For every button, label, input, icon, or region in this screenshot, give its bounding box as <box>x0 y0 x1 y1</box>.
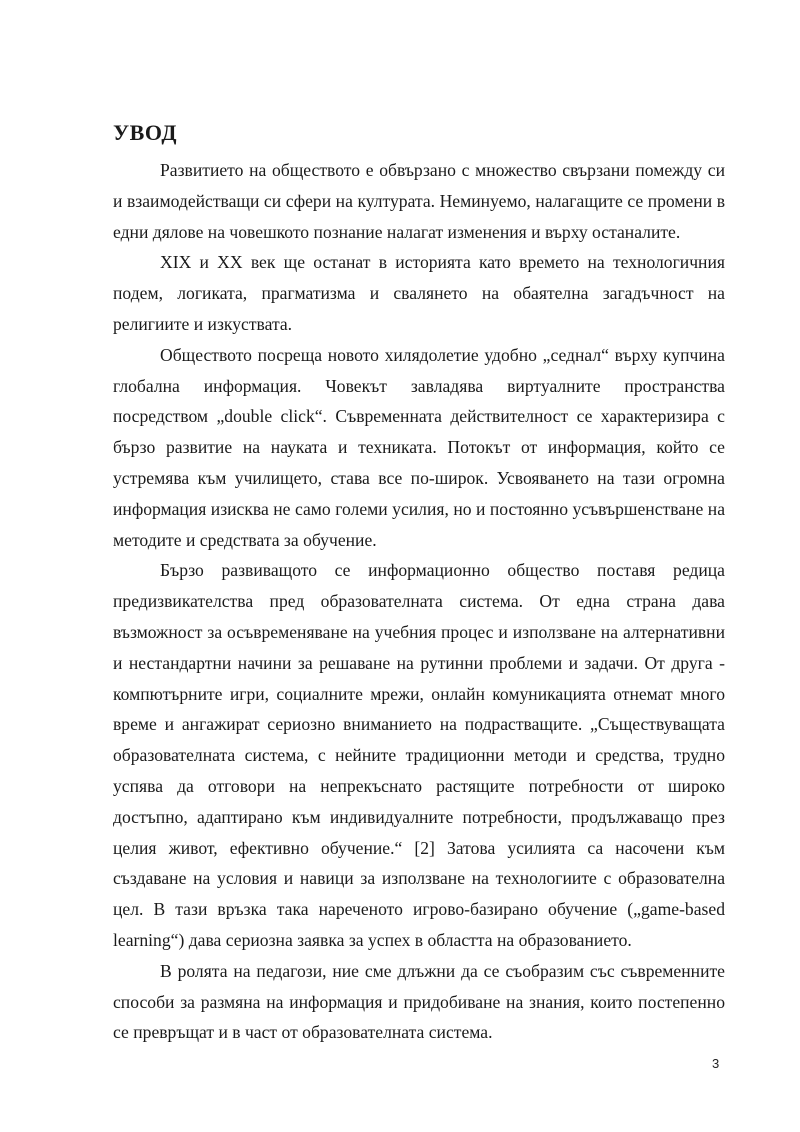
paragraph-1: Развитието на обществото е обвързано с множество свързани помежду си и взаимодействащи си сфери на културата. Неминуемо, налагащите се промени в едни дялове на човешкото познание налагат изменения и върху останалите. <box>113 160 725 242</box>
paragraph-2: XIX и XX век ще останат в историята като времето на технологичния подем, логиката, прагматизма и свалянето на обаятелна загадъчност на религиите и изкуствата. <box>113 252 725 334</box>
page-number: 3 <box>712 1056 720 1071</box>
paragraph-4: Бързо развиващото се информационно общество поставя редица предизвикателства пред образователната система. От една страна дава възможност за осъвременяване на учебния процес и използване на алтернативни и нестандартни начини за решаване на рутинни проблеми и задачи. От друга - компютърните игри, социалните мрежи, онлайн комуникацията отнемат много време и ангажират сериозно вниманието на подрастващите. „Съществуващата образователната система, с нейните традиционни методи и средства, трудно успява да отговори на непрекъснато растящите потребности от широко достъпно, адаптирано към индивидуалните потребности, продължаващо през целия живот, ефективно обучение.“ [2] Затова усилията са насочени към създаване на условия и навици за използване на технологиите с образователна цел. В тази връзка така нареченото игрово-базирано обучение („game-based learning“) дава сериозна заявка за успех в областта на образованието. <box>113 560 725 950</box>
section-heading: УВОД <box>113 120 177 145</box>
paragraph-3: Обществото посреща новото хилядолетие удобно „седнал“ върху купчина глобална информация. Човекът завладява виртуалните пространства посредством „double click“. Съвременната действителност се характеризира с бързо развитие на науката и техниката. Потокът от информация, който се устремява към училището, става все по-широк. Усвояването на тази огромна информация изисква не само големи усилия, но и постоянно усъвършенстване на методите и средствата за обучение. <box>113 344 725 550</box>
body-text <box>113 155 725 1048</box>
paragraph-5: В ролята на педагози, ние сме длъжни да се съобразим със съвременните способи за размяна на информация и придобиване на знания, които постепенно се превръщат и в част от образователната система. <box>113 960 725 1043</box>
